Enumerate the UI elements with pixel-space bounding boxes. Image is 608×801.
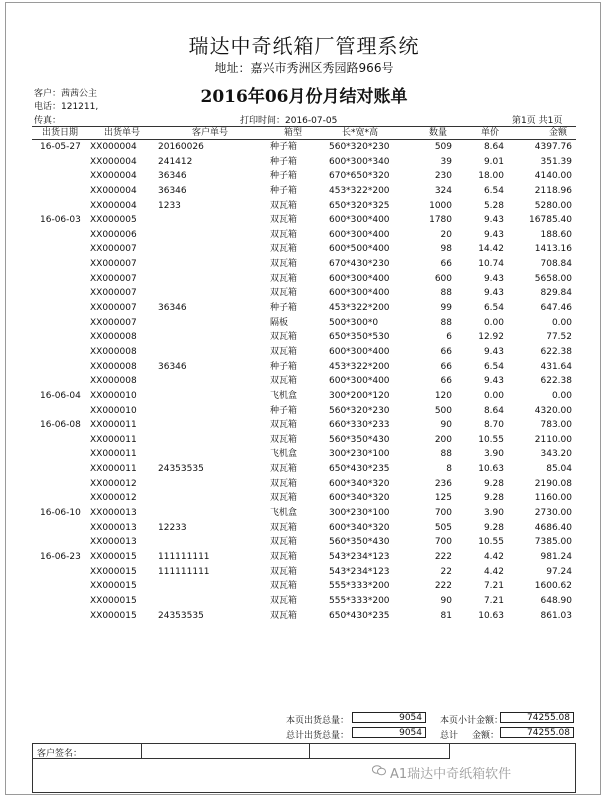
table-row bbox=[32, 272, 576, 287]
cell-quantity: 125 bbox=[434, 493, 452, 504]
table-row bbox=[32, 184, 576, 199]
table-row bbox=[32, 491, 576, 506]
cell-dimensions: 600*500*400 bbox=[329, 244, 390, 255]
cell-dimensions: 555*333*200 bbox=[329, 581, 390, 592]
cell-unit-price: 6.54 bbox=[483, 185, 504, 196]
cell-quantity: 88 bbox=[440, 317, 452, 328]
cell-amount: 4140.00 bbox=[534, 171, 572, 182]
cell-quantity: 700 bbox=[434, 537, 452, 548]
cell-unit-price: 8.64 bbox=[483, 405, 504, 416]
cell-unit-price: 9.43 bbox=[483, 346, 504, 357]
cell-quantity: 8 bbox=[446, 464, 452, 475]
cell-box-type: 双瓦箱 bbox=[270, 464, 298, 475]
col-quantity: 数量 bbox=[429, 128, 448, 138]
table-row bbox=[32, 535, 576, 550]
col-box-type: 箱型 bbox=[284, 128, 303, 138]
total-label: 总计 bbox=[440, 731, 459, 741]
cell-customer-no: 24353535 bbox=[158, 464, 204, 475]
cell-customer-no: 36346 bbox=[158, 303, 187, 314]
cell-unit-price: 18.00 bbox=[478, 171, 504, 182]
cell-box-type: 双瓦箱 bbox=[270, 200, 298, 211]
cell-ship-no: XX000015 bbox=[90, 595, 137, 606]
table-row bbox=[32, 418, 576, 433]
cell-dimensions: 600*300*340 bbox=[329, 156, 390, 167]
table-row bbox=[32, 433, 576, 448]
cell-customer-no: 111111111 bbox=[158, 551, 210, 562]
cell-quantity: 90 bbox=[440, 595, 452, 606]
cell-ship-date: 16-06-08 bbox=[40, 420, 81, 431]
cell-ship-no: XX000012 bbox=[90, 493, 137, 504]
cell-amount: 2110.00 bbox=[534, 434, 572, 445]
table-row bbox=[32, 330, 576, 345]
cell-ship-no: XX000007 bbox=[90, 303, 137, 314]
cell-amount: 861.03 bbox=[540, 610, 572, 621]
cell-box-type: 双瓦箱 bbox=[270, 420, 298, 431]
cell-amount: 2118.96 bbox=[534, 185, 572, 196]
cell-ship-date: 16-06-04 bbox=[40, 390, 81, 401]
customer-fax: 传真： bbox=[34, 116, 62, 126]
table-row bbox=[32, 477, 576, 492]
cell-ship-no: XX000008 bbox=[90, 376, 137, 387]
cell-ship-no: XX000007 bbox=[90, 259, 137, 270]
cell-amount: 5280.00 bbox=[534, 200, 572, 211]
cell-ship-no: XX000008 bbox=[90, 361, 137, 372]
cell-amount: 708.84 bbox=[540, 259, 572, 270]
cell-box-type: 双瓦箱 bbox=[270, 478, 298, 489]
cell-box-type: 双瓦箱 bbox=[270, 610, 298, 621]
cell-ship-no: XX000007 bbox=[90, 244, 137, 255]
cell-unit-price: 0.00 bbox=[483, 317, 504, 328]
cell-box-type: 双瓦箱 bbox=[270, 273, 298, 284]
cell-quantity: 509 bbox=[434, 142, 452, 152]
cell-unit-price: 7.21 bbox=[483, 581, 504, 592]
company-address: 地址：嘉兴市秀洲区秀园路966号 bbox=[214, 61, 394, 75]
cell-unit-price: 7.21 bbox=[483, 595, 504, 606]
cell-ship-no: XX000004 bbox=[90, 156, 137, 167]
cell-unit-price: 3.90 bbox=[483, 449, 504, 460]
cell-customer-no: 36346 bbox=[158, 361, 187, 372]
cell-unit-price: 6.54 bbox=[483, 361, 504, 372]
cell-customer-no: 111111111 bbox=[158, 566, 210, 577]
table-row bbox=[32, 257, 576, 272]
cell-box-type: 种子箱 bbox=[270, 156, 298, 167]
table-row bbox=[32, 565, 576, 580]
cell-amount: 351.39 bbox=[540, 156, 572, 167]
cell-amount: 622.38 bbox=[540, 346, 572, 357]
cell-customer-no: 1233 bbox=[158, 200, 181, 211]
cell-dimensions: 670*650*320 bbox=[329, 171, 390, 182]
cell-box-type: 双瓦箱 bbox=[270, 376, 298, 387]
table-row bbox=[32, 506, 576, 521]
cell-box-type: 种子箱 bbox=[270, 185, 298, 196]
cell-dimensions: 650*350*530 bbox=[329, 332, 390, 343]
cell-box-type: 双瓦箱 bbox=[270, 522, 298, 533]
cell-amount: 0.00 bbox=[551, 390, 572, 401]
cell-ship-no: XX000006 bbox=[90, 229, 137, 240]
cell-dimensions: 650*430*235 bbox=[329, 610, 390, 621]
cell-ship-no: XX000005 bbox=[90, 215, 137, 226]
col-ship-no: 出货单号 bbox=[104, 128, 141, 138]
cell-dimensions: 650*430*235 bbox=[329, 464, 390, 475]
cell-ship-no: XX000004 bbox=[90, 185, 137, 196]
cell-amount: 343.20 bbox=[540, 449, 572, 460]
cell-ship-no: XX000011 bbox=[90, 464, 137, 475]
cell-amount: 431.64 bbox=[540, 361, 572, 372]
page-qty-value: 9054 bbox=[352, 712, 426, 723]
cell-box-type: 双瓦箱 bbox=[270, 259, 298, 270]
cell-ship-no: XX000004 bbox=[90, 171, 137, 182]
cell-dimensions: 560*350*430 bbox=[329, 434, 390, 445]
table-row bbox=[32, 345, 576, 360]
cell-ship-no: XX000004 bbox=[90, 142, 137, 152]
cell-quantity: 236 bbox=[434, 478, 452, 489]
cell-dimensions: 500*300*0 bbox=[329, 317, 379, 328]
signature-cell bbox=[141, 744, 310, 759]
cell-unit-price: 12.92 bbox=[478, 332, 504, 343]
cell-unit-price: 9.28 bbox=[483, 478, 504, 489]
cell-quantity: 66 bbox=[440, 346, 452, 357]
signature-label: 客户签名： bbox=[37, 749, 83, 759]
cell-unit-price: 8.70 bbox=[483, 420, 504, 431]
cell-quantity: 600 bbox=[434, 273, 452, 284]
cell-ship-no: XX000013 bbox=[90, 522, 137, 533]
cell-dimensions: 600*340*320 bbox=[329, 522, 390, 533]
cell-quantity: 66 bbox=[440, 361, 452, 372]
page-info: 第1页 共1页 bbox=[512, 116, 563, 126]
cell-ship-no: XX000013 bbox=[90, 537, 137, 548]
cell-box-type: 双瓦箱 bbox=[270, 288, 298, 299]
cell-dimensions: 300*200*120 bbox=[329, 390, 390, 401]
table-row bbox=[32, 199, 576, 214]
cell-amount: 188.60 bbox=[540, 229, 572, 240]
cell-dimensions: 543*234*123 bbox=[329, 566, 390, 577]
col-dimensions: 长*宽*高 bbox=[342, 128, 379, 138]
cell-quantity: 39 bbox=[440, 156, 452, 167]
cell-ship-no: XX000011 bbox=[90, 434, 137, 445]
cell-dimensions: 600*300*400 bbox=[329, 215, 390, 226]
cell-dimensions: 560*320*230 bbox=[329, 142, 390, 152]
col-amount: 金额 bbox=[549, 128, 568, 138]
cell-box-type: 双瓦箱 bbox=[270, 537, 298, 548]
cell-unit-price: 14.42 bbox=[478, 244, 504, 255]
cell-dimensions: 600*300*400 bbox=[329, 346, 390, 357]
cell-dimensions: 660*330*233 bbox=[329, 420, 390, 431]
cell-amount: 981.24 bbox=[540, 551, 572, 562]
cell-unit-price: 9.01 bbox=[483, 156, 504, 167]
cell-dimensions: 453*322*200 bbox=[329, 303, 390, 314]
cell-quantity: 500 bbox=[434, 405, 452, 416]
cell-dimensions: 600*300*400 bbox=[329, 376, 390, 387]
cell-quantity: 66 bbox=[440, 376, 452, 387]
cell-customer-no: 36346 bbox=[158, 185, 187, 196]
cell-box-type: 种子箱 bbox=[270, 142, 298, 152]
cell-ship-no: XX000015 bbox=[90, 551, 137, 562]
cell-dimensions: 650*320*325 bbox=[329, 200, 390, 211]
cell-quantity: 88 bbox=[440, 288, 452, 299]
cell-quantity: 66 bbox=[440, 259, 452, 270]
page-amount-value: 74255.08 bbox=[500, 712, 574, 723]
table-row bbox=[32, 169, 576, 184]
table-row bbox=[32, 404, 576, 419]
table-row bbox=[32, 140, 576, 155]
table-row bbox=[32, 228, 576, 243]
cell-ship-no: XX000012 bbox=[90, 478, 137, 489]
statement-title: 2016年06月份月结对账单 bbox=[200, 87, 408, 107]
cell-dimensions: 600*340*320 bbox=[329, 493, 390, 504]
cell-ship-no: XX000015 bbox=[90, 610, 137, 621]
cell-ship-no: XX000010 bbox=[90, 405, 137, 416]
table-row bbox=[32, 594, 576, 609]
cell-box-type: 飞机盒 bbox=[270, 508, 298, 519]
table-row bbox=[32, 462, 576, 477]
cell-ship-date: 16-05-27 bbox=[40, 142, 81, 152]
cell-dimensions: 560*350*430 bbox=[329, 537, 390, 548]
cell-amount: 1160.00 bbox=[534, 493, 572, 504]
cell-box-type: 种子箱 bbox=[270, 171, 298, 182]
cell-quantity: 120 bbox=[434, 390, 452, 401]
table-row bbox=[32, 609, 576, 624]
cell-amount: 1413.16 bbox=[534, 244, 572, 255]
cell-customer-no: 20160026 bbox=[158, 142, 204, 152]
cell-quantity: 505 bbox=[434, 522, 452, 533]
signature-cell bbox=[309, 744, 450, 759]
total-qty-label: 总计出货总量： bbox=[286, 731, 350, 741]
col-unit-price: 单价 bbox=[481, 128, 500, 138]
cell-ship-no: XX000007 bbox=[90, 317, 137, 328]
cell-amount: 0.00 bbox=[551, 317, 572, 328]
cell-unit-price: 9.28 bbox=[483, 522, 504, 533]
cell-ship-no: XX000015 bbox=[90, 566, 137, 577]
cell-amount: 85.04 bbox=[546, 464, 572, 475]
cell-dimensions: 600*340*320 bbox=[329, 478, 390, 489]
cell-box-type: 双瓦箱 bbox=[270, 434, 298, 445]
cell-amount: 4686.40 bbox=[534, 522, 572, 533]
table-row bbox=[32, 286, 576, 301]
cell-dimensions: 543*234*123 bbox=[329, 551, 390, 562]
cell-ship-no: XX000007 bbox=[90, 288, 137, 299]
cell-ship-no: XX000010 bbox=[90, 390, 137, 401]
cell-dimensions: 555*333*200 bbox=[329, 595, 390, 606]
cell-amount: 4320.00 bbox=[534, 405, 572, 416]
customer-name: 客户：茜茜公主 bbox=[34, 89, 98, 99]
page-qty-label: 本页出货总量： bbox=[286, 716, 350, 726]
table-row bbox=[32, 360, 576, 375]
cell-unit-price: 10.63 bbox=[478, 464, 504, 475]
cell-amount: 783.00 bbox=[540, 420, 572, 431]
cell-unit-price: 10.63 bbox=[478, 610, 504, 621]
cell-customer-no: 24353535 bbox=[158, 610, 204, 621]
col-ship-date: 出货日期 bbox=[42, 128, 79, 138]
cell-unit-price: 4.42 bbox=[483, 566, 504, 577]
cell-box-type: 双瓦箱 bbox=[270, 581, 298, 592]
cell-amount: 77.52 bbox=[546, 332, 572, 343]
cell-unit-price: 9.43 bbox=[483, 288, 504, 299]
cell-quantity: 88 bbox=[440, 449, 452, 460]
cell-box-type: 双瓦箱 bbox=[270, 215, 298, 226]
watermark-text: A1瑞达中奇纸箱软件 bbox=[390, 767, 512, 782]
cell-unit-price: 10.55 bbox=[478, 537, 504, 548]
cell-amount: 5658.00 bbox=[534, 273, 572, 284]
cell-box-type: 双瓦箱 bbox=[270, 595, 298, 606]
cell-quantity: 90 bbox=[440, 420, 452, 431]
cell-ship-no: XX000015 bbox=[90, 581, 137, 592]
cell-quantity: 98 bbox=[440, 244, 452, 255]
cell-unit-price: 8.64 bbox=[483, 142, 504, 152]
col-customer-no: 客户单号 bbox=[192, 128, 229, 138]
cell-amount: 2730.00 bbox=[534, 508, 572, 519]
cell-quantity: 81 bbox=[440, 610, 452, 621]
cell-amount: 647.46 bbox=[540, 303, 572, 314]
cell-ship-date: 16-06-03 bbox=[40, 215, 81, 226]
cell-box-type: 双瓦箱 bbox=[270, 566, 298, 577]
cell-dimensions: 600*300*400 bbox=[329, 288, 390, 299]
cell-amount: 829.84 bbox=[540, 288, 572, 299]
cell-box-type: 双瓦箱 bbox=[270, 346, 298, 357]
cell-unit-price: 4.42 bbox=[483, 551, 504, 562]
cell-unit-price: 9.43 bbox=[483, 229, 504, 240]
chat-bubble-icon bbox=[372, 765, 386, 776]
cell-quantity: 222 bbox=[434, 581, 452, 592]
cell-box-type: 双瓦箱 bbox=[270, 551, 298, 562]
table-row bbox=[32, 155, 576, 170]
cell-box-type: 种子箱 bbox=[270, 303, 298, 314]
cell-quantity: 1780 bbox=[429, 215, 452, 226]
cell-quantity: 22 bbox=[440, 566, 452, 577]
table-body bbox=[32, 140, 576, 623]
cell-ship-no: XX000008 bbox=[90, 332, 137, 343]
cell-amount: 622.38 bbox=[540, 376, 572, 387]
cell-quantity: 99 bbox=[440, 303, 452, 314]
cell-box-type: 双瓦箱 bbox=[270, 332, 298, 343]
cell-ship-no: XX000011 bbox=[90, 449, 137, 460]
cell-amount: 648.90 bbox=[540, 595, 572, 606]
cell-box-type: 飞机盒 bbox=[270, 449, 298, 460]
table-row bbox=[32, 316, 576, 331]
table-row bbox=[32, 213, 576, 228]
total-qty-value: 9054 bbox=[352, 727, 426, 738]
cell-customer-no: 241412 bbox=[158, 156, 193, 167]
cell-box-type: 隔板 bbox=[270, 317, 289, 328]
cell-unit-price: 5.28 bbox=[483, 200, 504, 211]
cell-dimensions: 560*320*230 bbox=[329, 405, 390, 416]
cell-box-type: 飞机盒 bbox=[270, 390, 298, 401]
cell-ship-no: XX000013 bbox=[90, 508, 137, 519]
cell-quantity: 200 bbox=[434, 434, 452, 445]
cell-quantity: 1000 bbox=[429, 200, 452, 211]
cell-box-type: 种子箱 bbox=[270, 361, 298, 372]
cell-ship-no: XX000004 bbox=[90, 200, 137, 211]
page-amount-label: 本页小计金额： bbox=[440, 716, 504, 726]
customer-phone: 电话：121211, bbox=[34, 102, 99, 112]
cell-quantity: 230 bbox=[434, 171, 452, 182]
cell-unit-price: 9.43 bbox=[483, 273, 504, 284]
cell-unit-price: 9.28 bbox=[483, 493, 504, 504]
table-header bbox=[32, 126, 576, 140]
cell-box-type: 双瓦箱 bbox=[270, 493, 298, 504]
cell-ship-date: 16-06-10 bbox=[40, 508, 81, 519]
cell-dimensions: 453*322*200 bbox=[329, 361, 390, 372]
table-row bbox=[32, 447, 576, 462]
table-row bbox=[32, 550, 576, 565]
cell-quantity: 324 bbox=[434, 185, 452, 196]
total-amount-label: 金额： bbox=[472, 731, 500, 741]
table-row bbox=[32, 389, 576, 404]
cell-dimensions: 670*430*230 bbox=[329, 259, 390, 270]
cell-amount: 1600.62 bbox=[534, 581, 572, 592]
cell-amount: 7385.00 bbox=[534, 537, 572, 548]
cell-unit-price: 9.43 bbox=[483, 376, 504, 387]
cell-quantity: 700 bbox=[434, 508, 452, 519]
cell-ship-no: XX000008 bbox=[90, 346, 137, 357]
cell-ship-date: 16-06-23 bbox=[40, 551, 81, 562]
cell-amount: 16785.40 bbox=[529, 215, 572, 226]
table-row bbox=[32, 579, 576, 594]
cell-quantity: 6 bbox=[446, 332, 452, 343]
cell-dimensions: 453*322*200 bbox=[329, 185, 390, 196]
cell-box-type: 双瓦箱 bbox=[270, 244, 298, 255]
cell-dimensions: 300*230*100 bbox=[329, 508, 390, 519]
cell-box-type: 种子箱 bbox=[270, 405, 298, 416]
company-title: 瑞达中奇纸箱厂管理系统 bbox=[188, 34, 420, 58]
cell-unit-price: 10.74 bbox=[478, 259, 504, 270]
cell-unit-price: 3.90 bbox=[483, 508, 504, 519]
cell-quantity: 222 bbox=[434, 551, 452, 562]
cell-unit-price: 0.00 bbox=[483, 390, 504, 401]
cell-customer-no: 36346 bbox=[158, 171, 187, 182]
cell-dimensions: 600*300*400 bbox=[329, 273, 390, 284]
cell-unit-price: 6.54 bbox=[483, 303, 504, 314]
table-row bbox=[32, 521, 576, 536]
table-row bbox=[32, 301, 576, 316]
cell-box-type: 双瓦箱 bbox=[270, 229, 298, 240]
cell-ship-no: XX000011 bbox=[90, 420, 137, 431]
cell-unit-price: 10.55 bbox=[478, 434, 504, 445]
cell-amount: 97.24 bbox=[546, 566, 572, 577]
cell-dimensions: 600*300*400 bbox=[329, 229, 390, 240]
total-amount-value: 74255.08 bbox=[500, 727, 574, 738]
cell-amount: 4397.76 bbox=[534, 142, 572, 152]
table-row bbox=[32, 374, 576, 389]
cell-quantity: 20 bbox=[440, 229, 452, 240]
table-row bbox=[32, 242, 576, 257]
cell-unit-price: 9.43 bbox=[483, 215, 504, 226]
cell-dimensions: 300*230*100 bbox=[329, 449, 390, 460]
cell-customer-no: 12233 bbox=[158, 522, 187, 533]
cell-amount: 2190.08 bbox=[534, 478, 572, 489]
cell-ship-no: XX000007 bbox=[90, 273, 137, 284]
print-time: 打印时间：2016-07-05 bbox=[240, 116, 338, 126]
